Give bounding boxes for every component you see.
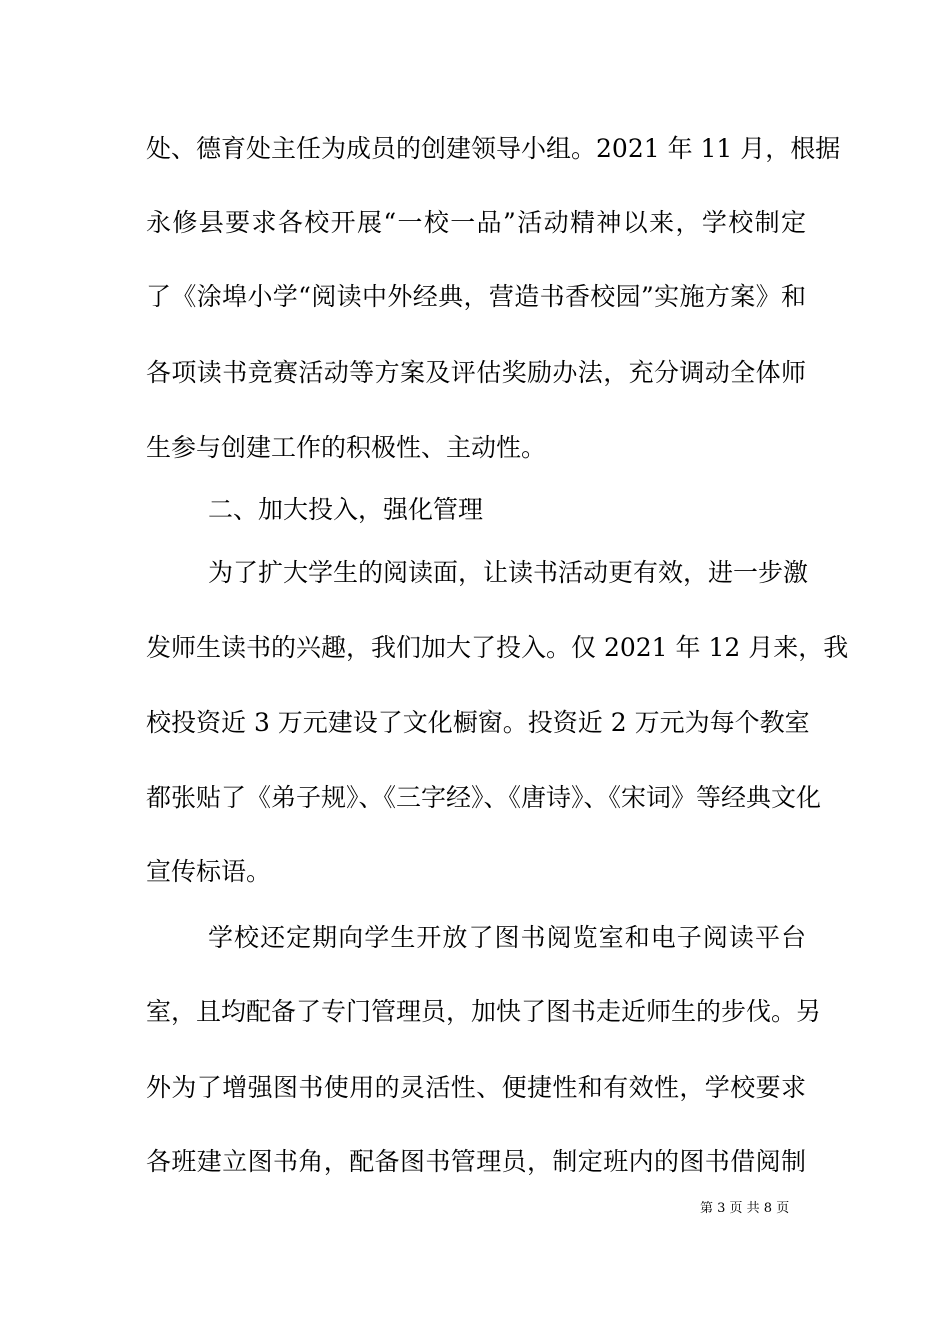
paragraph-line-15: 各班建立图书角，配备图书管理员，制定班内的图书借阅制 xyxy=(146,1147,806,1176)
page-number-footer: 第 3 页 共 8 页 xyxy=(700,1201,790,1216)
paragraph-line-8: 发师生读书的兴趣，我们加大了投入。仅 2021 年 12 月来，我 xyxy=(146,633,849,662)
section-heading: 二、加大投入，强化管理 xyxy=(208,495,484,524)
paragraph-line-12: 学校还定期向学生开放了图书阅览室和电子阅读平台 xyxy=(208,923,806,952)
paragraph-line-10: 都张贴了《弟子规》、《三字经》、《唐诗》、《宋词》等经典文化 xyxy=(146,783,822,812)
paragraph-line-3: 了《涂埠小学“阅读中外经典，营造书香校园”实施方案》和 xyxy=(146,282,806,311)
paragraph-line-11: 宣传标语。 xyxy=(146,857,272,886)
paragraph-line-4: 各项读书竞赛活动等方案及评估奖励办法，充分调动全体师 xyxy=(146,358,806,387)
paragraph-line-9: 校投资近 3 万元建设了文化橱窗。投资近 2 万元为每个教室 xyxy=(146,708,810,737)
paragraph-line-1: 处、德育处主任为成员的创建领导小组。2021 年 11 月，根据 xyxy=(146,134,841,163)
paragraph-line-2: 永修县要求各校开展“一校一品”活动精神以来，学校制定 xyxy=(146,208,806,237)
paragraph-line-14: 外为了增强图书使用的灵活性、便捷性和有效性，学校要求 xyxy=(146,1073,806,1102)
paragraph-line-5: 生参与创建工作的积极性、主动性。 xyxy=(146,433,547,462)
paragraph-line-13: 室，且均配备了专门管理员，加快了图书走近师生的步伐。另 xyxy=(146,997,822,1026)
paragraph-line-7: 为了扩大学生的阅读面，让读书活动更有效，进一步激 xyxy=(208,558,809,587)
